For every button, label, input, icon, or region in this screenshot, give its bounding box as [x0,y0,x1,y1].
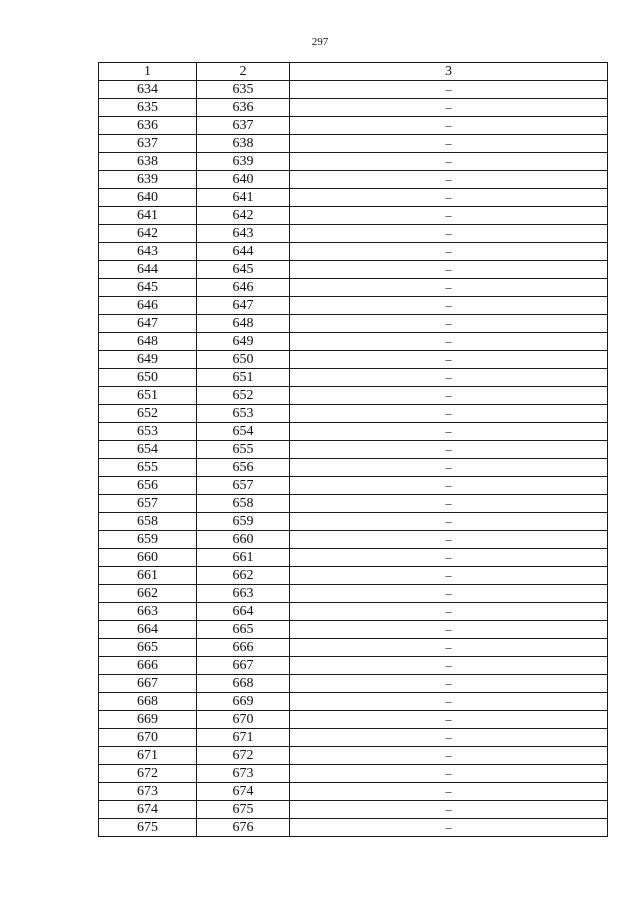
table-cell-col-2: 654 [197,423,290,441]
table-cell-col-3: – [290,297,608,315]
table-row [99,315,608,333]
table-row [99,333,608,351]
table-cell-col-1: 638 [99,153,197,171]
table-cell-col-2: 664 [197,603,290,621]
page-number: 297 [311,36,329,48]
table-cell-col-2: 641 [197,189,290,207]
table-row [99,207,608,225]
table-cell-col-2: 646 [197,279,290,297]
table-cell-col-2: 637 [197,117,290,135]
table-cell-col-3: – [290,531,608,549]
table-cell-col-3: – [290,495,608,513]
table-cell-col-2: 668 [197,675,290,693]
table-cell-col-3: – [290,405,608,423]
table-row [99,405,608,423]
table-row [99,513,608,531]
table-row [99,459,608,477]
table-row [99,657,608,675]
table-row [99,729,608,747]
table-cell-col-3: – [290,207,608,225]
table-row [99,441,608,459]
table-cell-col-1: 670 [99,729,197,747]
table-cell-col-1: 671 [99,747,197,765]
table-row [99,135,608,153]
table-cell-col-2: 644 [197,243,290,261]
table-row [99,765,608,783]
table-row [99,801,608,819]
table-cell-col-2: 670 [197,711,290,729]
table-cell-col-2: 655 [197,441,290,459]
table-row [99,477,608,495]
data-table [98,62,608,837]
table-cell-col-3: – [290,189,608,207]
table-cell-col-2: 653 [197,405,290,423]
table-row [99,549,608,567]
table-cell-col-2: 643 [197,225,290,243]
table-row [99,243,608,261]
table-cell-col-3: – [290,333,608,351]
table-cell-col-1: 657 [99,495,197,513]
table-row [99,387,608,405]
table-cell-col-3: – [290,225,608,243]
table-cell-col-3: – [290,747,608,765]
table-body [99,81,608,837]
table-row [99,81,608,99]
table-cell-col-2: 642 [197,207,290,225]
table-cell-col-2: 651 [197,369,290,387]
table-cell-col-1: 664 [99,621,197,639]
table-cell-col-1: 648 [99,333,197,351]
table-cell-col-3: – [290,423,608,441]
table-row [99,189,608,207]
table-cell-col-1: 651 [99,387,197,405]
table-cell-col-1: 656 [99,477,197,495]
table-cell-col-1: 659 [99,531,197,549]
table-cell-col-3: – [290,153,608,171]
table-row [99,531,608,549]
table-row [99,711,608,729]
table-cell-col-3: – [290,315,608,333]
table-cell-col-2: 656 [197,459,290,477]
table-row [99,351,608,369]
table-cell-col-2: 640 [197,171,290,189]
table-cell-col-3: – [290,369,608,387]
table-cell-col-2: 672 [197,747,290,765]
table-cell-col-3: – [290,675,608,693]
table-cell-col-1: 668 [99,693,197,711]
table-cell-col-3: – [290,279,608,297]
table-cell-col-1: 644 [99,261,197,279]
table-cell-col-2: 674 [197,783,290,801]
table-cell-col-2: 659 [197,513,290,531]
table-cell-col-2: 645 [197,261,290,279]
table-cell-col-1: 645 [99,279,197,297]
column-header-2: 2 [197,63,290,81]
table-row [99,585,608,603]
table-cell-col-2: 673 [197,765,290,783]
table-cell-col-1: 639 [99,171,197,189]
table-cell-col-3: – [290,513,608,531]
table-cell-col-1: 655 [99,459,197,477]
table-row [99,675,608,693]
table-cell-col-1: 660 [99,549,197,567]
table-row [99,621,608,639]
table-cell-col-1: 661 [99,567,197,585]
table-cell-col-1: 663 [99,603,197,621]
table-cell-col-1: 672 [99,765,197,783]
table-row [99,225,608,243]
table-cell-col-3: – [290,603,608,621]
table-row [99,261,608,279]
table-cell-col-2: 663 [197,585,290,603]
table-cell-col-2: 667 [197,657,290,675]
table-cell-col-1: 674 [99,801,197,819]
table-row [99,369,608,387]
table-cell-col-1: 635 [99,99,197,117]
table-cell-col-2: 665 [197,621,290,639]
table-cell-col-1: 667 [99,675,197,693]
table-row [99,783,608,801]
table-cell-col-3: – [290,81,608,99]
table-cell-col-3: – [290,459,608,477]
table-cell-col-3: – [290,117,608,135]
table-row [99,117,608,135]
table-cell-col-1: 665 [99,639,197,657]
table-cell-col-3: – [290,387,608,405]
column-header-1: 1 [99,63,197,81]
table-cell-col-2: 661 [197,549,290,567]
table-cell-col-2: 635 [197,81,290,99]
table-cell-col-3: – [290,621,608,639]
table-cell-col-3: – [290,441,608,459]
table-header [99,63,608,81]
table-cell-col-2: 650 [197,351,290,369]
table-cell-col-1: 636 [99,117,197,135]
table-cell-col-3: – [290,243,608,261]
table-cell-col-2: 662 [197,567,290,585]
table-cell-col-1: 654 [99,441,197,459]
table-cell-col-1: 634 [99,81,197,99]
table-cell-col-1: 649 [99,351,197,369]
table-row [99,99,608,117]
table-cell-col-3: – [290,261,608,279]
table-row [99,567,608,585]
table-cell-col-1: 646 [99,297,197,315]
table-cell-col-3: – [290,585,608,603]
table-row [99,819,608,837]
table-cell-col-3: – [290,657,608,675]
table-cell-col-3: – [290,135,608,153]
table-cell-col-3: – [290,711,608,729]
column-header-3: 3 [290,63,608,81]
table-cell-col-3: – [290,549,608,567]
table-row [99,747,608,765]
table-cell-col-1: 666 [99,657,197,675]
table-row [99,297,608,315]
table-cell-col-2: 652 [197,387,290,405]
table-cell-col-2: 671 [197,729,290,747]
table-cell-col-2: 636 [197,99,290,117]
table-row [99,639,608,657]
table-cell-col-2: 658 [197,495,290,513]
table-cell-col-1: 673 [99,783,197,801]
table-cell-col-3: – [290,351,608,369]
table-row [99,603,608,621]
table-cell-col-1: 640 [99,189,197,207]
table-cell-col-1: 647 [99,315,197,333]
table-row [99,423,608,441]
table-cell-col-2: 647 [197,297,290,315]
table-cell-col-3: – [290,567,608,585]
table-cell-col-1: 650 [99,369,197,387]
table-cell-col-3: – [290,99,608,117]
table-cell-col-2: 648 [197,315,290,333]
table-cell-col-3: – [290,765,608,783]
table-cell-col-3: – [290,801,608,819]
table-cell-col-3: – [290,783,608,801]
table-cell-col-2: 638 [197,135,290,153]
table-row [99,495,608,513]
table-cell-col-1: 642 [99,225,197,243]
table-cell-col-3: – [290,639,608,657]
table-cell-col-2: 660 [197,531,290,549]
table-cell-col-1: 658 [99,513,197,531]
table-cell-col-3: – [290,819,608,837]
table-row [99,153,608,171]
table-cell-col-3: – [290,171,608,189]
table-row [99,693,608,711]
table-cell-col-1: 662 [99,585,197,603]
table-cell-col-2: 669 [197,693,290,711]
table-cell-col-1: 637 [99,135,197,153]
table-cell-col-2: 657 [197,477,290,495]
table-cell-col-2: 676 [197,819,290,837]
table-cell-col-3: – [290,693,608,711]
table-cell-col-1: 675 [99,819,197,837]
table-cell-col-1: 653 [99,423,197,441]
table-row [99,171,608,189]
header-row [99,63,608,81]
table-row [99,279,608,297]
table-cell-col-2: 675 [197,801,290,819]
table-cell-col-3: – [290,729,608,747]
table-cell-col-1: 669 [99,711,197,729]
table-cell-col-3: – [290,477,608,495]
table-cell-col-2: 639 [197,153,290,171]
table-cell-col-1: 643 [99,243,197,261]
table-cell-col-1: 641 [99,207,197,225]
table-cell-col-2: 666 [197,639,290,657]
table-cell-col-1: 652 [99,405,197,423]
table-cell-col-2: 649 [197,333,290,351]
